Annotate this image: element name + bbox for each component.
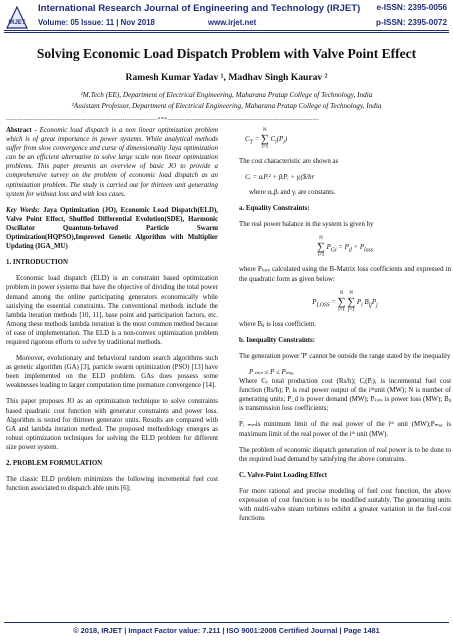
formulation-heading: 2. PROBLEM FORMULATION — [6, 460, 103, 467]
intro-paragraph-2: Moreover, evolutionary and behavioral random search algorithms such as genetic algorithm (GA) [3], particle swarm optimization (PSO) [13] have been implemented on the ELD problem. GAs does possess some weaknesses leading to larger computation time premature convergence [14]. — [6, 355, 218, 390]
svg-text:IRJET: IRJET — [8, 20, 26, 26]
abstract-label: Abstract - — [6, 127, 37, 134]
intro-paragraph-1: Economic load dispatch (ELD) is an constraint based optimization problem in power systems that have the objective of dividing the total power demand among the online participating generators economically while satisfying the essential constraints. The conventional methods include the lambda iteration methods [10, 11], base point and participation factors, etc. Among these methods lambda iteration is the most common method because of ease of implementation. The ELD is a non-convex optimization problem required rigorous efforts to solve by traditional methods. — [6, 275, 218, 346]
intro-heading: 1. INTRODUCTION — [6, 259, 69, 267]
equality-heading: a. Equality Constraints: — [239, 205, 310, 213]
problem-text: The problem of economic dispatch generation of real power is to be done to the required load demand by satisfying the above constrains. — [239, 446, 451, 463]
loss-text: where Pₗₒₛₛ calculated using the B-Matrix loss coefficients and expressed in the quadratic form as given below: — [239, 266, 451, 283]
loss-coefficient-text: where Bᵢⱼ is loss coefficient. — [239, 320, 317, 328]
valve-point-heading: C. Valve-Point Loading Effect — [239, 471, 328, 479]
abstract — [6, 126, 218, 199]
journal-footer: © 2018, IRJET | Impact Factor value: 7.211 | ISO 9001:2008 Certified Journal | Page 1481 — [73, 626, 380, 635]
limits-text: Pᵢ ₘᵢₙis minimum limit of the real power of the iᵗʰ unit (MW);Pₘₐₓ is maximum limit of the real power of the iᵗʰ unit (MW). — [239, 421, 451, 438]
equation-power-balance: N ∑ i=1 $P_{Gi} = P_d + P_{loss}$ — [317, 236, 373, 259]
pissn: p-ISSN: 2395-0072 — [376, 18, 447, 27]
inequality-heading: b. Inequality Constraints: — [239, 336, 316, 344]
paper-authors: Ramesh Kumar Yadav ¹, Madhav Singh Kaurav ² — [125, 72, 328, 83]
journal-website-link[interactable]: www.irjet.net — [208, 18, 257, 27]
eissn: e-ISSN: 2395-0056 — [376, 3, 447, 12]
valve-point-text: For more rational and precise modeling of fuel cost function, the above expression of cost function is to be modified suitably. The generating units with multi-valve steam turbines exhibit a greater variation in the fuel-cost functions — [239, 487, 451, 523]
header-rule-2 — [4, 32, 449, 33]
irjet-logo-icon — [5, 4, 29, 30]
variable-definitions: Where Cₜ total production cost (Rs/h); Cᵢ(Pᵢ), is incremental fuel cost function (Rs/h); Pᵢ is real power output of the iᵗʰunit (MW); N is number of generating units; P_d is power demand (MW); Pₗₒₛₛ is power loss (MW); Bᵢⱼ is transmission loss coefficients; — [239, 378, 451, 413]
summation-symbol: N ∑ i=1 — [317, 236, 325, 259]
equation-total-cost: $C_T$ = N ∑ i=1 $C_i(P_i)$ — [245, 128, 288, 150]
volume-issue: Volume: 05 Issue: 11 | Nov 2018 — [38, 18, 155, 27]
summation-symbol: N ∑ i=1 — [337, 290, 346, 313]
keywords-text: Jaya Optimization (JO), Economic Load Dispatch(ELD), Valve Point Effect, Shuffled Differential Evolution(SDE), Harmonic Oscillator Quantum-behaved Particle Swarm Optimization(HQPSO),Improved Genetic Algorithm with Multiplier Updating (IGA_MU) — [6, 206, 218, 251]
equality-text: The real power balance in the system is given by — [239, 221, 374, 229]
formulation-paragraph: The classic ELD problem minimizes the following incremental fuel cost function associated to dispatch able units [6]; — [6, 476, 218, 493]
right-column — [239, 126, 451, 530]
left-column — [6, 126, 218, 500]
cost-characteristic-text: The cost characteristic are shown as — [239, 158, 339, 165]
inequality-text: The generation power 'P' cannot be outside the range stated by the inequality — [239, 352, 451, 360]
section-separator: ---------------------------------------------------------------------***--------------------------------------------------------------------- — [6, 117, 319, 123]
intro-paragraph-3: This paper proposes JO as an optimization technique to solve constraints based quadratic cost function with generator constraints and power loss. Algorithm is tested for thirteen generator units. Results are compared with GA and lambda iteration method. The proposed methodology emerges as robust optimization techniques for solving the ELD problem for different size power system. — [6, 398, 218, 451]
summation-symbol: N ∑ j=1 — [347, 290, 356, 313]
summation-symbol: N ∑ i=1 — [260, 128, 269, 150]
keywords — [6, 206, 218, 251]
affiliation-2: ²Assistant Professor, Department of Electrical Engineering, Maharana Pratap College of Technology, India — [71, 102, 382, 110]
equation-quadratic-cost: Cᵢ = aᵢPᵢ² + βᵢPᵢ + γᵢ($/hr — [245, 174, 315, 182]
journal-title: International Research Journal of Engineering and Technology (IRJET) — [38, 3, 361, 14]
equation-inequality: P ₘᵢₙ ≤ P ≤ Pₘₐₓ — [249, 368, 294, 376]
equation-loss: $P_{LOSS}$ = N ∑ i=1 N ∑ j=1 $P_i$ $B_{ij}P_j$ — [312, 290, 378, 313]
paper-title: Solving Economic Load Dispatch Problem with Valve Point Effect — [36, 46, 417, 61]
footer-rule — [4, 622, 449, 623]
affiliation-1: ¹M.Tech (EE), Department of Electrical Engineering, Maharana Pratap College of Technology, India — [80, 91, 373, 99]
header-rule — [4, 30, 449, 31]
keywords-label: Key Words: — [6, 206, 40, 214]
constants-text: where αᵢ,βᵢ and γᵢ are constants. — [249, 189, 336, 197]
abstract-text: Economic load dispatch is a non linear optimization problem which is of great importance in power systems. While analytical methods suffer from slow convergence and curse of dimensionality Jaya optimization can be an efficient alternative to solve large scale non linear optimization problems. This paper presents an overview of basic JO to provide a comprehensive survey on the problem of economic load dispatch as an optimization problem. The study is carried out for thirteen unit generating system for without loss and with loss cases. — [6, 127, 218, 198]
